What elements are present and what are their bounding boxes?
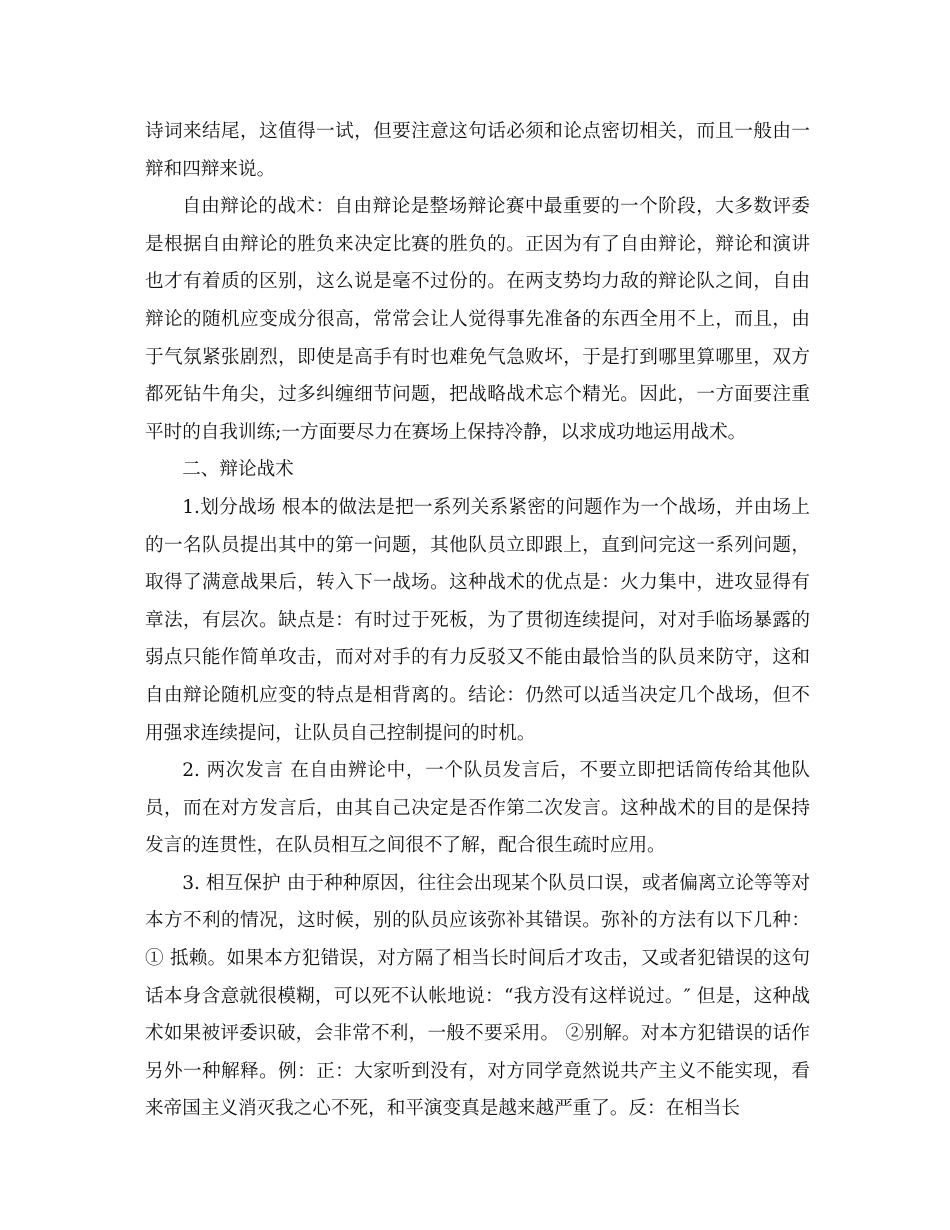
document-body — [145, 113, 810, 1128]
paragraph-free-debate-tactics: 自由辩论的战术：自由辩论是整场辩论赛中最重要的一个阶段，大多数评委是根据自由辩论的胜负来决定比赛的胜负的。正因为有了自由辩论，辩论和演讲也才有着质的区别，这么说是毫不过份的。在两支势均力敌的辩论队之间，自由辩论的随机应变成分很高，常常会让人觉得事先准备的东西全用不上，而且，由于气氛紧张剧烈，即使是高手有时也难免气急败坏，于是打到哪里算哪里，双方都死钻牛角尖，过多纠缠细节问题，把战略战术忘个精光。因此，一方面要注重平时的自我训练;一方面要尽力在赛场上保持冷静，以求成功地运用战术。 — [145, 196, 810, 443]
paragraph-speak-twice: 2. 两次发言 在自由辨论中，一个队员发言后，不要立即把话筒传给其他队员，而在对方发言后，由其自己决定是否作第二次发言。这种战术的目的是保持发言的连贯性，在队员相互之间很不了解，配合很生疏时应用。 — [145, 760, 810, 857]
paragraph-mutual-protection: 3. 相互保护 由于种种原因，往往会出现某个队员口误，或者偏离立论等等对本方不利的情况，这时候，别的队员应该弥补其错误。弥补的方法有以下几种： ① 抵赖。如果本方犯错误，对方隔了相当长时间后才攻击，又或者犯错误的这句话本身含意就很模糊，可以死不认帐地说：“我方没有这样说过。″ 但是，这种战术如果被评委识破，会非常不利，一般不要采用。 ②别解。对本方犯错误的话作另外一种解释。例：正：大家听到没有，对方同学竟然说共产主义不能实现，看来帝国主义消灭我之心不死，和平演变真是越来越严重了。反：在相当长 — [145, 872, 810, 1120]
paragraph-divide-battlefield: 1.划分战场 根本的做法是把一系列关系紧密的问题作为一个战场，并由场上的一名队员提出其中的第一问题，其他队员立即跟上，直到问完这一系列问题，取得了满意战果后，转入下一战场。这种战术的优点是：火力集中，进攻显得有章法，有层次。缺点是：有时过于死板，为了贯彻连续提问，对对手临场暴露的弱点只能作简单攻击，而对对手的有力反驳又不能由最恰当的队员来防守，这和自由辩论随机应变的特点是相背离的。结论：仍然可以适当决定几个战场，但不用强求连续提问，让队员自己控制提问的时机。 — [145, 496, 810, 744]
section-heading-debate-tactics: 二、辩论战术 — [182, 459, 294, 481]
paragraph-continuation: 诗词来结尾，这值得一试，但要注意这句话必须和论点密切相关，而且一般由一辩和四辩来说。 — [145, 121, 810, 180]
